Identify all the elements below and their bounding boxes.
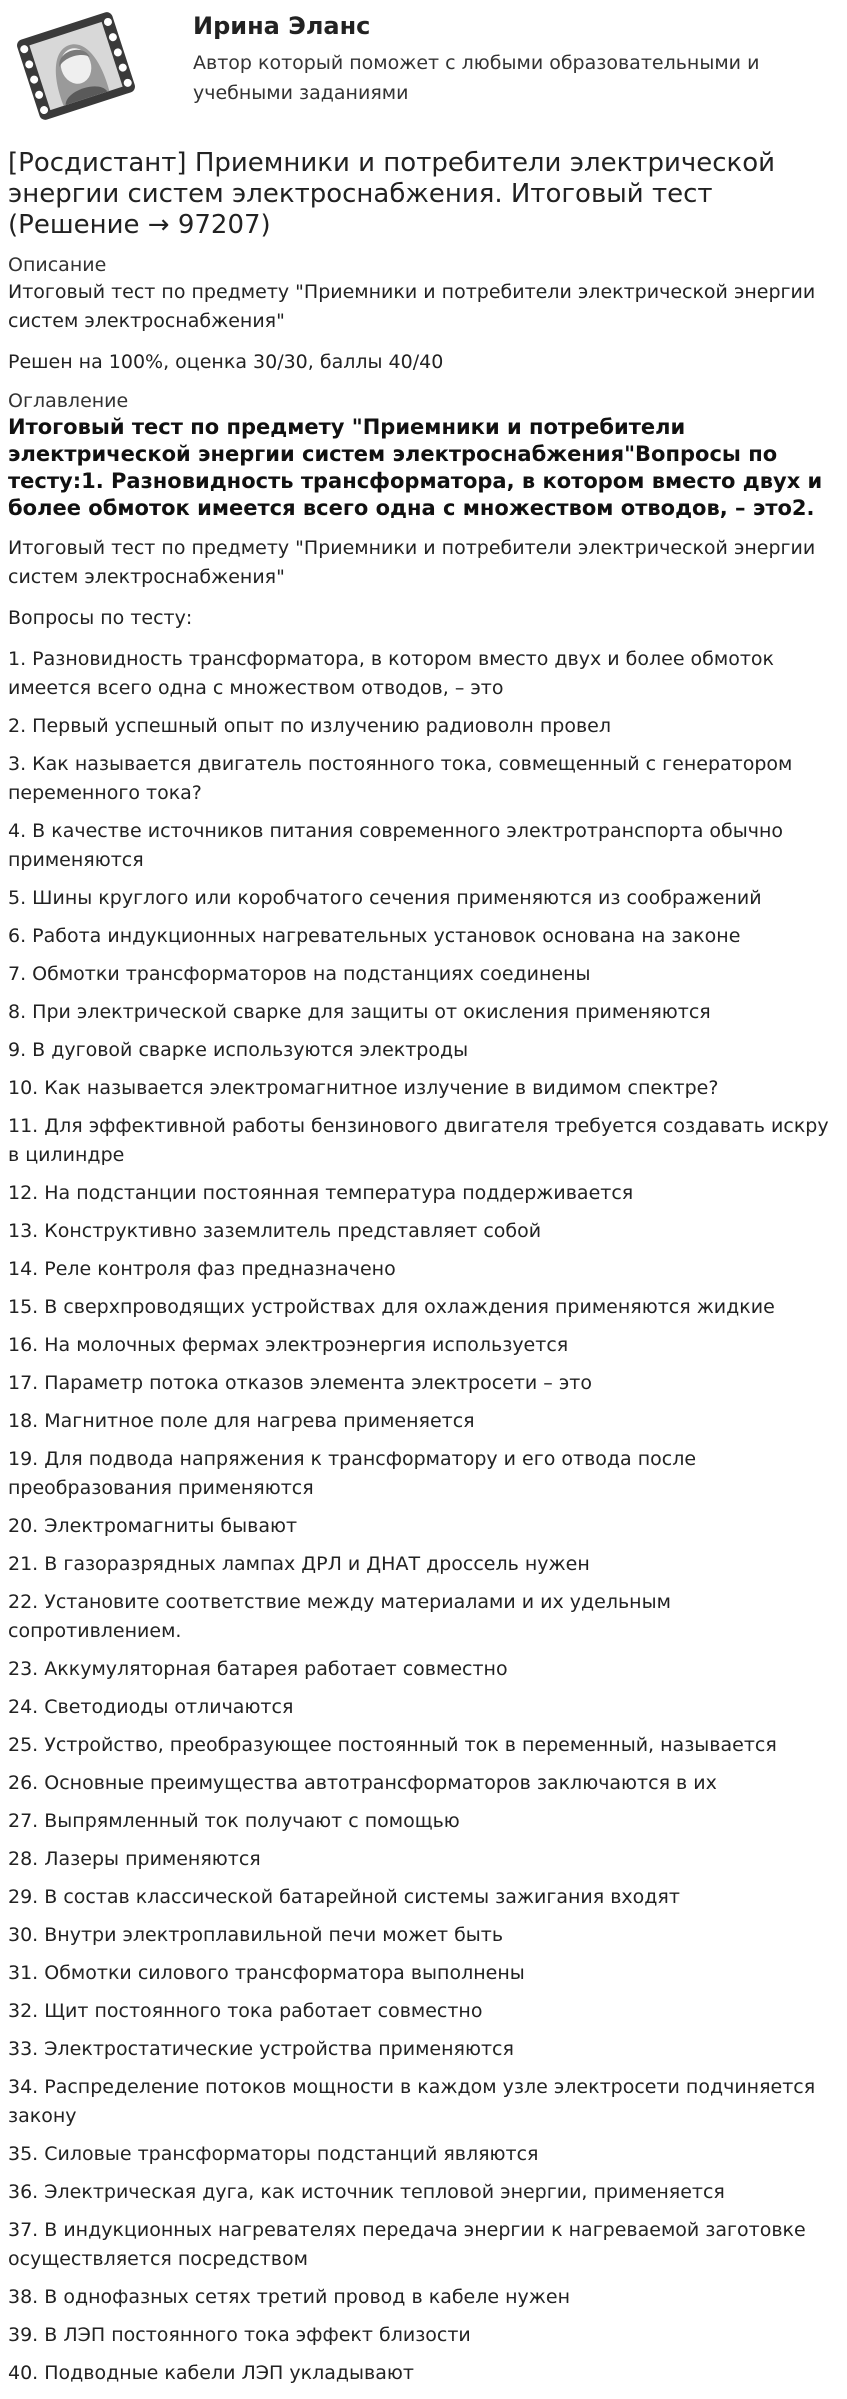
author-description: Автор который поможет с любыми образовательными и учебными заданиями [193,52,760,104]
list-item: 35. Силовые трансформаторы подстанций являются [8,2143,539,2165]
result-text: Решен на 100%, оценка 30/30, баллы 40/40 [8,351,444,373]
list-item: 24. Светодиоды отличаются [8,1696,294,1718]
list-item: 16. На молочных фермах электроэнергия используется [8,1334,569,1356]
list-item: 12. На подстанции постоянная температура поддерживается [8,1182,634,1204]
list-item: 29. В состав классической батарейной системы зажигания входят [8,1886,680,1908]
list-item: 13. Конструктивно заземлитель представляет собой [8,1220,542,1242]
author-block [8,0,839,132]
list-item: 28. Лазеры применяются [8,1848,261,1870]
author-name[interactable]: Ирина Эланс [193,12,371,40]
toc-text: Итоговый тест по предмету "Приемники и потребители электрической энергии систем электроснабжения" [8,537,816,588]
list-item: 6. Работа индукционных нагревательных установок основана на законе [8,925,741,947]
list-item: 26. Основные преимущества автотрансформаторов заключаются в их [8,1772,717,1794]
list-item: 10. Как называется электромагнитное излучение в видимом спектре? [8,1077,719,1099]
list-item: 23. Аккумуляторная батарея работает совместно [8,1658,508,1680]
list-item: 34. Распределение потоков мощности в каждом узле электросети подчиняется закону [8,2076,816,2127]
description-text: Итоговый тест по предмету "Приемники и потребители электрической энергии систем электроснабжения" [8,281,816,332]
list-item: 40. Подводные кабели ЛЭП укладывают [8,2362,414,2384]
list-item: 20. Электромагниты бывают [8,1515,298,1537]
list-item: 17. Параметр потока отказов элемента электросети – это [8,1372,592,1394]
description-label: Описание [8,254,107,276]
list-item: 7. Обмотки трансформаторов на подстанциях соединены [8,963,591,985]
list-item: 25. Устройство, преобразующее постоянный ток в переменный, называется [8,1734,777,1756]
list-item: 36. Электрическая дуга, как источник тепловой энергии, применяется [8,2181,725,2203]
list-item: 30. Внутри электроплавильной печи может быть [8,1924,504,1946]
list-item: 27. Выпрямленный ток получают с помощью [8,1810,460,1832]
list-item: 32. Щит постоянного тока работает совместно [8,2000,483,2022]
list-item: 2. Первый успешный опыт по излучению радиоволн провел [8,715,611,737]
list-item: 9. В дуговой сварке используются электроды [8,1039,469,1061]
list-item: 31. Обмотки силового трансформатора выполнены [8,1962,525,1984]
questions-label: Вопросы по тесту: [8,607,193,629]
list-item: 1. Разновидность трансформатора, в котором вместо двух и более обмоток имеется всего одна с множеством отводов, – это [8,648,775,699]
list-item: 14. Реле контроля фаз предназначено [8,1258,396,1280]
list-item: 38. В однофазных сетях третий провод в кабеле нужен [8,2286,571,2308]
page-title: [Росдистант] Приемники и потребители электрической энергии систем электроснабжения. Итоговый тест (Решение → 97207) [8,148,776,240]
list-item: 15. В сверхпроводящих устройствах для охлаждения применяются жидкие [8,1296,775,1318]
list-item: 37. В индукционных нагревателях передача энергии к нагреваемой заготовке осуществляется посредством [8,2219,806,2270]
list-item: 21. В газоразрядных лампах ДРЛ и ДНАТ дроссель нужен [8,1553,590,1575]
questions-list [8,645,839,2388]
list-item: 8. При электрической сварке для защиты от окисления применяются [8,1001,711,1023]
list-item: 18. Магнитное поле для нагрева применяется [8,1410,475,1432]
list-item: 11. Для эффективной работы бензинового двигателя требуется создавать искру в цилиндре [8,1115,829,1166]
list-item: 19. Для подвода напряжения к трансформатору и его отвода после преобразования применяются [8,1448,697,1499]
toc-heading: Итоговый тест по предмету "Приемники и потребители электрической энергии систем электроснабжения"Вопросы по тесту:1. Разновидность трансформатора, в котором вместо двух и более обмоток имеется всего одна с множеством отводов, – это2. [8,415,823,520]
list-item: 3. Как называется двигатель постоянного тока, совмещенный с генератором переменного тока? [8,753,793,804]
list-item: 4. В качестве источников питания современного электротранспорта обычно применяются [8,820,784,871]
list-item: 22. Установите соответствие между материалами и их удельным сопротивлением. [8,1591,671,1642]
list-item: 5. Шины круглого или коробчатого сечения применяются из соображений [8,887,762,909]
list-item: 33. Электростатические устройства применяются [8,2038,514,2060]
author-avatar[interactable] [16,6,136,126]
toc-label: Оглавление [8,390,129,412]
list-item: 39. В ЛЭП постоянного тока эффект близости [8,2324,471,2346]
